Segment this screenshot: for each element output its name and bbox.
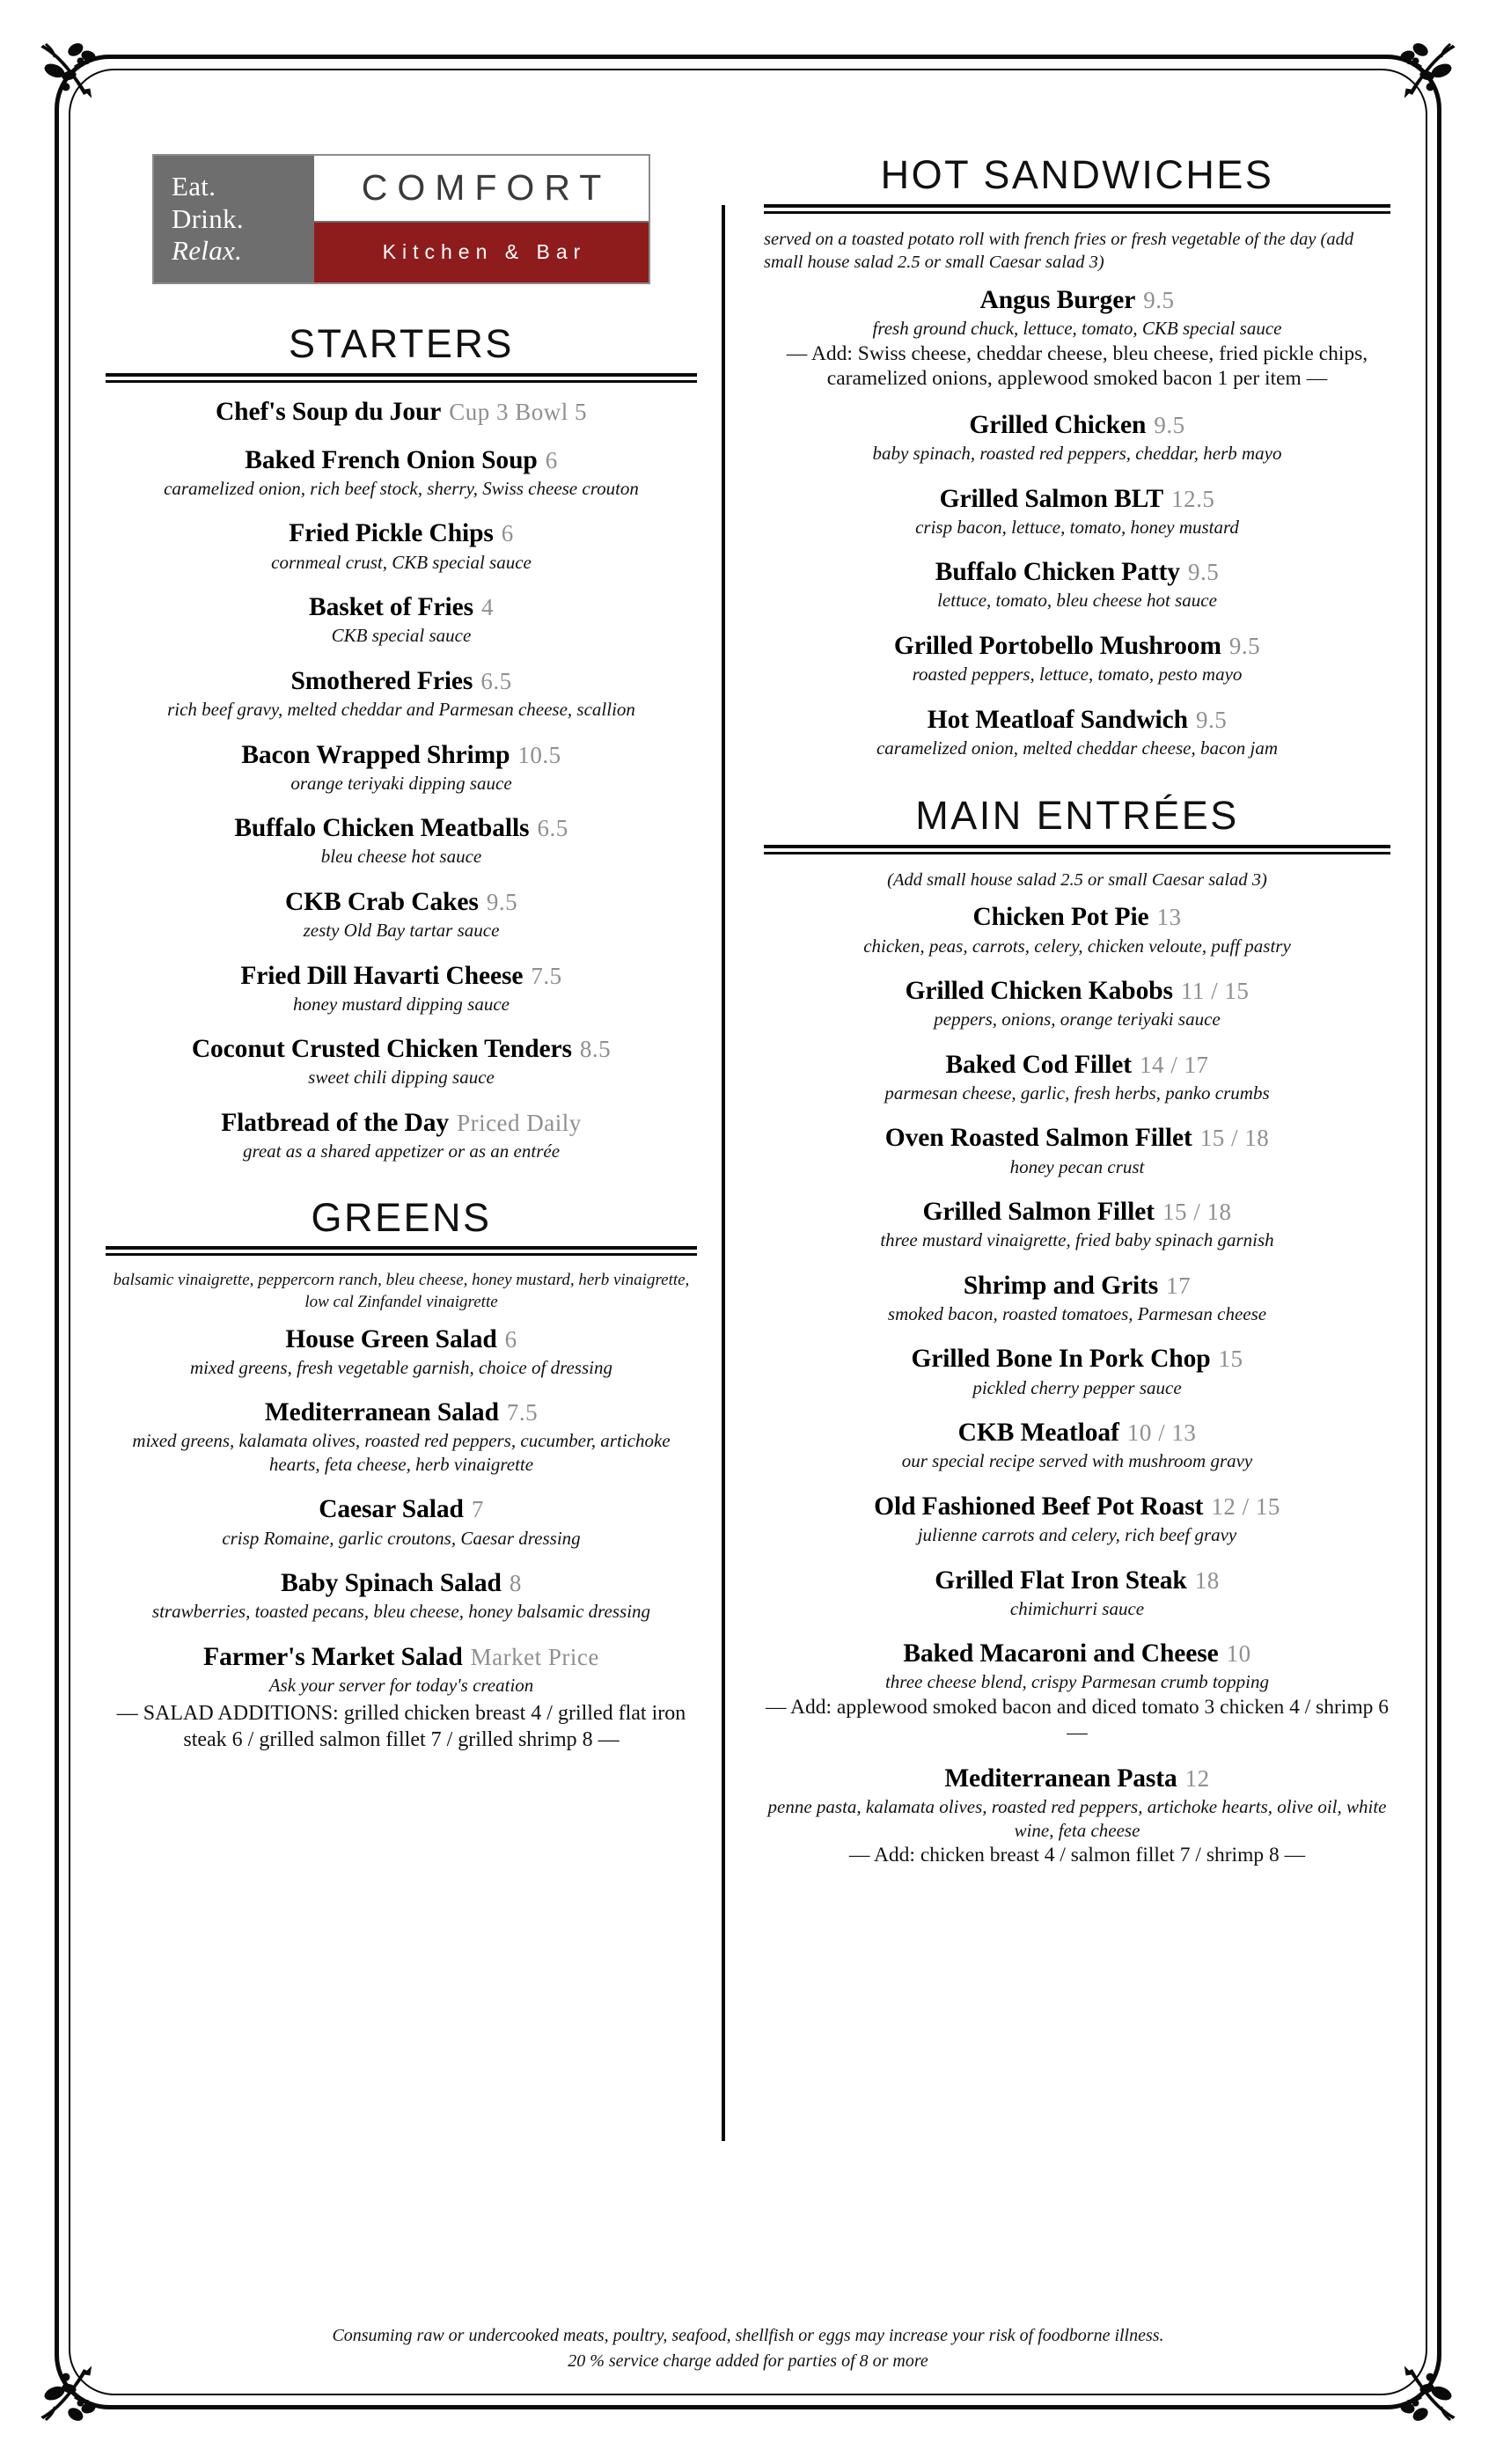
item-name: Fried Pickle Chips: [289, 519, 494, 548]
item-price: 15: [1218, 1346, 1243, 1373]
item-price: 12 / 15: [1211, 1492, 1280, 1520]
item-name: Flatbread of the Day: [221, 1108, 450, 1137]
item-name: Grilled Chicken Kabobs: [905, 977, 1173, 1006]
item-name: Smothered Fries: [290, 666, 473, 695]
logo-tagline: [154, 156, 314, 282]
item-name: Grilled Chicken: [969, 410, 1147, 439]
menu-item[interactable]: [764, 1197, 1390, 1252]
logo-tagline-line-2: Drink.: [172, 202, 244, 234]
item-description: parmesan cheese, garlic, fresh herbs, panko crumbs: [884, 1082, 1270, 1104]
item-price: 12: [1184, 1765, 1210, 1793]
item-name: Baked Cod Fillet: [945, 1050, 1132, 1079]
floral-ornament-icon: [33, 33, 114, 114]
menu-item[interactable]: [764, 976, 1390, 1031]
item-name: Grilled Flat Iron Steak: [935, 1566, 1187, 1595]
item-price: 11 / 15: [1180, 978, 1250, 1005]
item-price: 14 / 17: [1139, 1051, 1209, 1078]
salad-additions-note: — SALAD ADDITIONS: grilled chicken breast 4 / grilled flat iron steak 6 / grilled salmon fillet 7 / grilled shrimp 8 —: [116, 1702, 686, 1752]
menu-item[interactable]: [106, 740, 697, 796]
menu-item[interactable]: [764, 705, 1390, 760]
menu-item[interactable]: [106, 1642, 697, 1698]
footer-line-1: Consuming raw or undercooked meats, poultry, seafood, shellfish or eggs may increase your risk of foodborne illness.: [332, 2326, 1164, 2345]
item-name: Basket of Fries: [309, 593, 473, 622]
item-description: smoked bacon, roasted tomatoes, Parmesan cheese: [887, 1303, 1267, 1325]
item-price: 6: [545, 446, 558, 473]
menu-item[interactable]: [764, 631, 1390, 686]
menu-item[interactable]: [106, 1108, 697, 1163]
item-name: Mediterranean Pasta: [944, 1764, 1177, 1793]
item-description: roasted peppers, lettuce, tomato, pesto mayo: [912, 664, 1243, 686]
item-description: great as a shared appetizer or as an entrée: [242, 1140, 561, 1162]
logo-brand-name: COMFORT: [314, 156, 649, 223]
floral-ornament-icon: [1382, 33, 1463, 114]
menu-item[interactable]: [764, 410, 1390, 466]
item-description: penne pasta, kalamata olives, roasted red peppers, artichoke hearts, olive oil, white wine, feta cheese: [767, 1796, 1387, 1841]
item-price: 9.5: [1154, 411, 1185, 438]
item-name: Coconut Crusted Chicken Tenders: [191, 1035, 572, 1064]
item-price: Priced Daily: [457, 1109, 582, 1136]
item-name: Caesar Salad: [319, 1495, 464, 1524]
item-price: 8.5: [579, 1036, 612, 1063]
item-name: Baked French Onion Soup: [245, 445, 538, 474]
item-description: chicken, peas, carrots, celery, chicken veloute, puff pastry: [863, 935, 1291, 957]
item-name: Buffalo Chicken Meatballs: [234, 814, 530, 843]
menu-item[interactable]: [764, 557, 1390, 612]
menu-item[interactable]: [764, 1418, 1390, 1473]
item-description: baby spinach, roasted red peppers, cheddar, herb mayo: [872, 443, 1282, 465]
footer-line-2: 20 % service charge added for parties of 8 or more: [568, 2351, 928, 2371]
item-description: caramelized onion, rich beef stock, sherry, Swiss cheese crouton: [164, 478, 639, 500]
footer-disclaimer: [0, 2323, 1496, 2374]
item-name: Shrimp and Grits: [963, 1271, 1159, 1300]
item-description: rich beef gravy, melted cheddar and Parmesan cheese, scallion: [167, 699, 635, 721]
menu-item[interactable]: [764, 484, 1390, 539]
menu-item[interactable]: [764, 1566, 1390, 1621]
item-name: Grilled Portobello Mushroom: [893, 631, 1221, 660]
section-note-hot-sandwiches: served on a toasted potato roll with french fries or fresh vegetable of the day (add small house salad 2.5 or small Caesar salad 3): [764, 229, 1354, 273]
item-name: Grilled Salmon Fillet: [922, 1198, 1155, 1227]
item-name: House Green Salad: [285, 1324, 497, 1353]
item-price: Cup 3 Bowl 5: [449, 398, 588, 425]
item-price: 6.5: [537, 815, 568, 842]
item-price: 10 / 13: [1126, 1419, 1197, 1447]
logo-tagline-line-1: Eat.: [172, 171, 216, 202]
item-name: Baked Macaroni and Cheese: [903, 1639, 1219, 1668]
menu-item[interactable]: [764, 902, 1390, 957]
item-description: crisp Romaine, garlic croutons, Caesar dressing: [222, 1527, 581, 1549]
logo-brand-subtitle: Kitchen & Bar: [314, 223, 649, 282]
item-price: 6: [501, 520, 514, 547]
item-name: Chef's Soup du Jour: [215, 397, 442, 426]
item-price: 15 / 18: [1162, 1199, 1232, 1226]
menu-item[interactable]: [106, 445, 697, 501]
item-name: Fried Dill Havarti Cheese: [240, 961, 524, 990]
item-price: 13: [1156, 904, 1182, 931]
item-name: Grilled Salmon BLT: [939, 484, 1164, 513]
logo-tagline-line-3: Relax.: [172, 235, 243, 267]
item-description: CKB special sauce: [331, 625, 472, 647]
menu-item[interactable]: [106, 1324, 697, 1380]
item-name: Grilled Bone In Pork Chop: [911, 1345, 1211, 1374]
item-description: three mustard vinaigrette, fried baby spinach garnish: [880, 1229, 1274, 1251]
item-price: 7.5: [506, 1399, 539, 1426]
menu-item[interactable]: [106, 1568, 697, 1624]
item-price: 8: [509, 1569, 522, 1596]
item-addons: — Add: applewood smoked bacon and diced tomato 3 chicken 4 / shrimp 6 —: [765, 1695, 1390, 1744]
item-name: Bacon Wrapped Shrimp: [241, 740, 510, 769]
menu-item[interactable]: [106, 592, 697, 648]
item-price: 12.5: [1171, 485, 1215, 512]
item-description: our special recipe served with mushroom gravy: [901, 1450, 1253, 1472]
menu-item[interactable]: [106, 961, 697, 1016]
menu-item[interactable]: [764, 285, 1390, 392]
menu-item[interactable]: [764, 1271, 1390, 1326]
item-description: honey mustard dipping sauce: [293, 993, 510, 1015]
menu-item[interactable]: [106, 397, 697, 427]
item-description: zesty Old Bay tartar sauce: [303, 920, 500, 942]
section-main-entrees: [764, 795, 1390, 1868]
menu-item[interactable]: [764, 1123, 1390, 1178]
menu-item[interactable]: [764, 1764, 1390, 1868]
menu-item[interactable]: [764, 1492, 1390, 1547]
section-divider: [764, 845, 1390, 854]
menu-item[interactable]: [106, 1034, 697, 1089]
menu-item[interactable]: [764, 1344, 1390, 1399]
item-price: 4: [480, 594, 494, 621]
item-description: sweet chili dipping sauce: [308, 1067, 495, 1089]
item-name: Farmer's Market Salad: [203, 1642, 463, 1671]
menu-item[interactable]: [106, 813, 697, 869]
item-name: Baby Spinach Salad: [281, 1568, 502, 1597]
menu-item[interactable]: [106, 1494, 697, 1550]
section-note-main-entrees: (Add small house salad 2.5 or small Caesar salad 3): [887, 869, 1267, 890]
menu-item[interactable]: [106, 1397, 697, 1476]
item-price: 9.5: [486, 888, 518, 915]
item-description: bleu cheese hot sauce: [320, 846, 482, 868]
item-price: 6: [504, 1325, 517, 1353]
item-description: fresh ground chuck, lettuce, tomato, CKB special sauce: [872, 318, 1282, 340]
item-description: Ask your server for today's creation: [268, 1674, 534, 1696]
item-name: Angus Burger: [979, 285, 1136, 314]
item-price: 10: [1226, 1640, 1251, 1668]
section-title-hot-sandwiches: HOT SANDWICHES: [880, 152, 1274, 197]
item-description: peppers, onions, orange teriyaki sauce: [934, 1008, 1221, 1030]
item-price: 17: [1166, 1272, 1192, 1299]
item-price: 7: [471, 1496, 484, 1523]
item-price: 7.5: [531, 962, 562, 989]
section-divider: [764, 204, 1390, 214]
restaurant-logo: [106, 154, 697, 284]
item-description: crisp bacon, lettuce, tomato, honey mustard: [915, 516, 1239, 538]
item-price: 9.5: [1228, 632, 1261, 659]
item-price: 18: [1194, 1566, 1220, 1594]
item-description: chimichurri sauce: [1009, 1597, 1145, 1619]
item-price: 15 / 18: [1199, 1125, 1270, 1152]
item-addons: — Add: chicken breast 4 / salmon fillet 7 / shrimp 8 —: [848, 1844, 1306, 1867]
section-title-starters: STARTERS: [289, 321, 514, 366]
item-description: cornmeal crust, CKB special sauce: [271, 551, 532, 573]
section-note-greens: balsamic vinaigrette, peppercorn ranch, bleu cheese, honey mustard, herb vinaigrette, low cal Zinfandel vinaigrette: [113, 1271, 690, 1311]
left-column: [106, 154, 722, 1758]
section-greens: [106, 1194, 697, 1754]
item-description: mixed greens, fresh vegetable garnish, choice of dressing: [190, 1356, 612, 1378]
item-description: caramelized onion, melted cheddar cheese, bacon jam: [876, 737, 1279, 759]
section-divider: [106, 1246, 697, 1256]
item-description: julienne carrots and celery, rich beef gravy: [917, 1524, 1237, 1546]
menu-item[interactable]: [106, 887, 697, 942]
item-name: Chicken Pot Pie: [972, 903, 1149, 932]
item-price: 6.5: [480, 667, 512, 694]
item-price: 10.5: [517, 741, 561, 768]
item-name: Buffalo Chicken Patty: [935, 558, 1180, 587]
section-divider: [106, 373, 697, 383]
item-price: 9.5: [1187, 559, 1220, 586]
item-name: Hot Meatloaf Sandwich: [927, 705, 1188, 734]
item-name: Oven Roasted Salmon Fillet: [884, 1124, 1192, 1153]
item-description: strawberries, toasted pecans, bleu cheese, honey balsamic dressing: [151, 1601, 651, 1623]
right-column: [725, 154, 1390, 1887]
item-description: three cheese blend, crispy Parmesan crumb topping: [884, 1671, 1270, 1693]
item-name: CKB Crab Cakes: [284, 887, 479, 916]
item-description: pickled cherry pepper sauce: [972, 1376, 1182, 1398]
menu-item[interactable]: [106, 666, 697, 722]
item-description: orange teriyaki dipping sauce: [290, 772, 512, 794]
menu-item[interactable]: [106, 518, 697, 574]
section-starters: [106, 323, 697, 1163]
menu-item[interactable]: [764, 1639, 1390, 1745]
item-description: mixed greens, kalamata olives, roasted red peppers, cucumber, artichoke hearts, feta cheese, herb vinaigrette: [132, 1430, 671, 1475]
item-addons: — Add: Swiss cheese, cheddar cheese, bleu cheese, fried pickle chips, caramelized onions, applewood smoked bacon 1 per item —: [786, 341, 1368, 391]
item-name: Mediterranean Salad: [264, 1398, 499, 1427]
section-title-main-entrees: MAIN ENTRÉES: [915, 793, 1239, 839]
menu-item[interactable]: [764, 1050, 1390, 1105]
item-price: Market Price: [470, 1643, 599, 1670]
item-name: CKB Meatloaf: [957, 1419, 1119, 1448]
item-description: lettuce, tomato, bleu cheese hot sauce: [937, 590, 1217, 612]
item-price: 9.5: [1143, 286, 1175, 313]
item-name: Old Fashioned Beef Pot Roast: [874, 1492, 1204, 1521]
item-price: 9.5: [1195, 706, 1228, 733]
item-description: honey pecan crust: [1009, 1155, 1145, 1177]
section-hot-sandwiches: [764, 154, 1390, 759]
section-title-greens: GREENS: [311, 1194, 492, 1240]
